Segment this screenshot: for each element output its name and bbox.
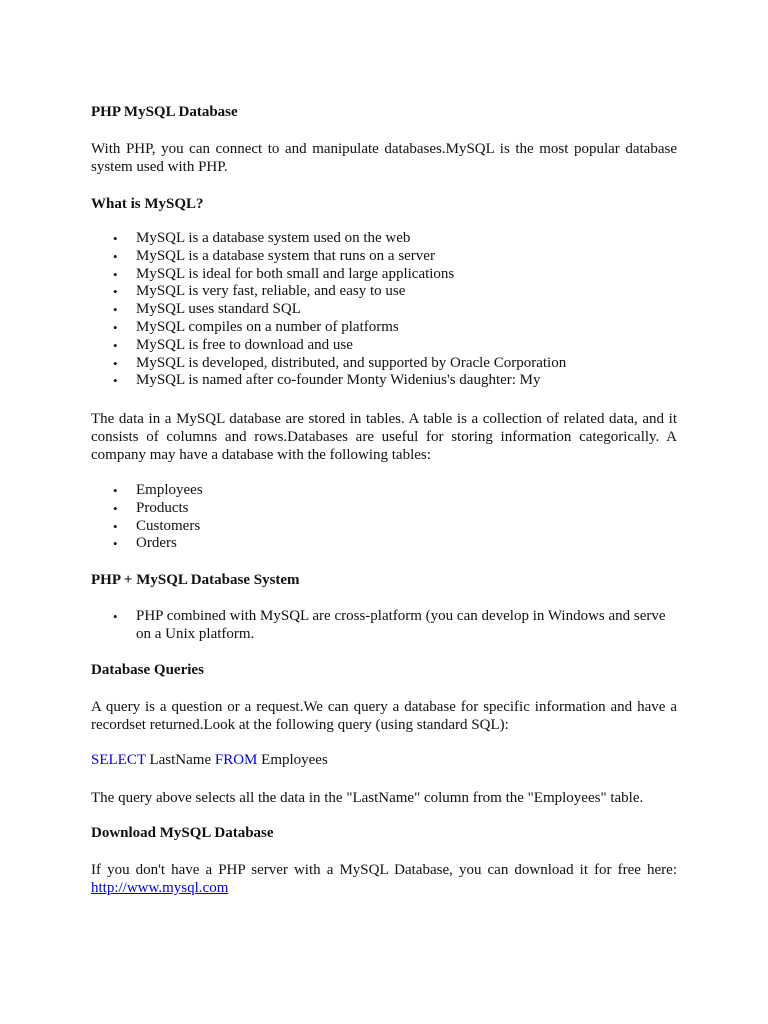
example-tables-list (91, 482, 677, 553)
sql-keyword-select: SELECT (91, 752, 146, 768)
what-is-mysql-heading: What is MySQL? (91, 196, 204, 212)
list-item: • MySQL uses standard SQL (91, 301, 677, 319)
document-title: PHP MySQL Database (91, 104, 238, 120)
sql-table: Employees (257, 752, 328, 768)
sql-keyword-from: FROM (214, 752, 258, 768)
list-item: • MySQL is very fast, reliable, and easy to use (91, 283, 677, 301)
tables-paragraph: The data in a MySQL database are stored in tables. A table is a collection of related data, and it consists of columns and rows.Databases are useful for storing information categorically. A company may have a database with the following tables: (91, 411, 677, 463)
sql-column: LastName (145, 752, 215, 768)
mysql-features-list (91, 230, 677, 390)
query-paragraph: A query is a question or a request.We can query a database for specific information and have a recordset returned.Look at the following query (using standard SQL): (91, 699, 677, 733)
list-item: • MySQL is a database system that runs on a server (91, 248, 677, 266)
system-list (91, 608, 677, 644)
list-item: • MySQL is free to download and use (91, 337, 677, 355)
php-mysql-system-heading: PHP + MySQL Database System (91, 572, 300, 588)
list-item: • Products (91, 500, 677, 518)
database-queries-heading: Database Queries (91, 662, 204, 678)
query-description: The query above selects all the data in the "LastName" column from the "Employees" table. (91, 790, 644, 806)
list-item: • MySQL is named after co-founder Monty Widenius's daughter: My (91, 372, 677, 390)
list-item: • Customers (91, 518, 677, 536)
intro-paragraph: With PHP, you can connect to and manipulate databases.MySQL is the most popular database system used with PHP. (91, 141, 677, 175)
list-item: • Employees (91, 482, 677, 500)
download-mysql-heading: Download MySQL Database (91, 825, 274, 841)
sql-example (91, 751, 328, 769)
download-paragraph (91, 861, 677, 897)
list-item: • PHP combined with MySQL are cross-platform (you can develop in Windows and serve on a Unix platform. (91, 608, 677, 644)
list-item: • MySQL is a database system used on the web (91, 230, 677, 248)
list-item: • Orders (91, 535, 677, 553)
download-text: If you don't have a PHP server with a MySQL Database, you can download it for free here: (91, 862, 677, 878)
list-item: • MySQL compiles on a number of platforms (91, 319, 677, 337)
mysql-link[interactable]: http://www.mysql.com (91, 880, 229, 896)
list-item: • MySQL is developed, distributed, and supported by Oracle Corporation (91, 355, 677, 373)
list-item: • MySQL is ideal for both small and large applications (91, 266, 677, 284)
